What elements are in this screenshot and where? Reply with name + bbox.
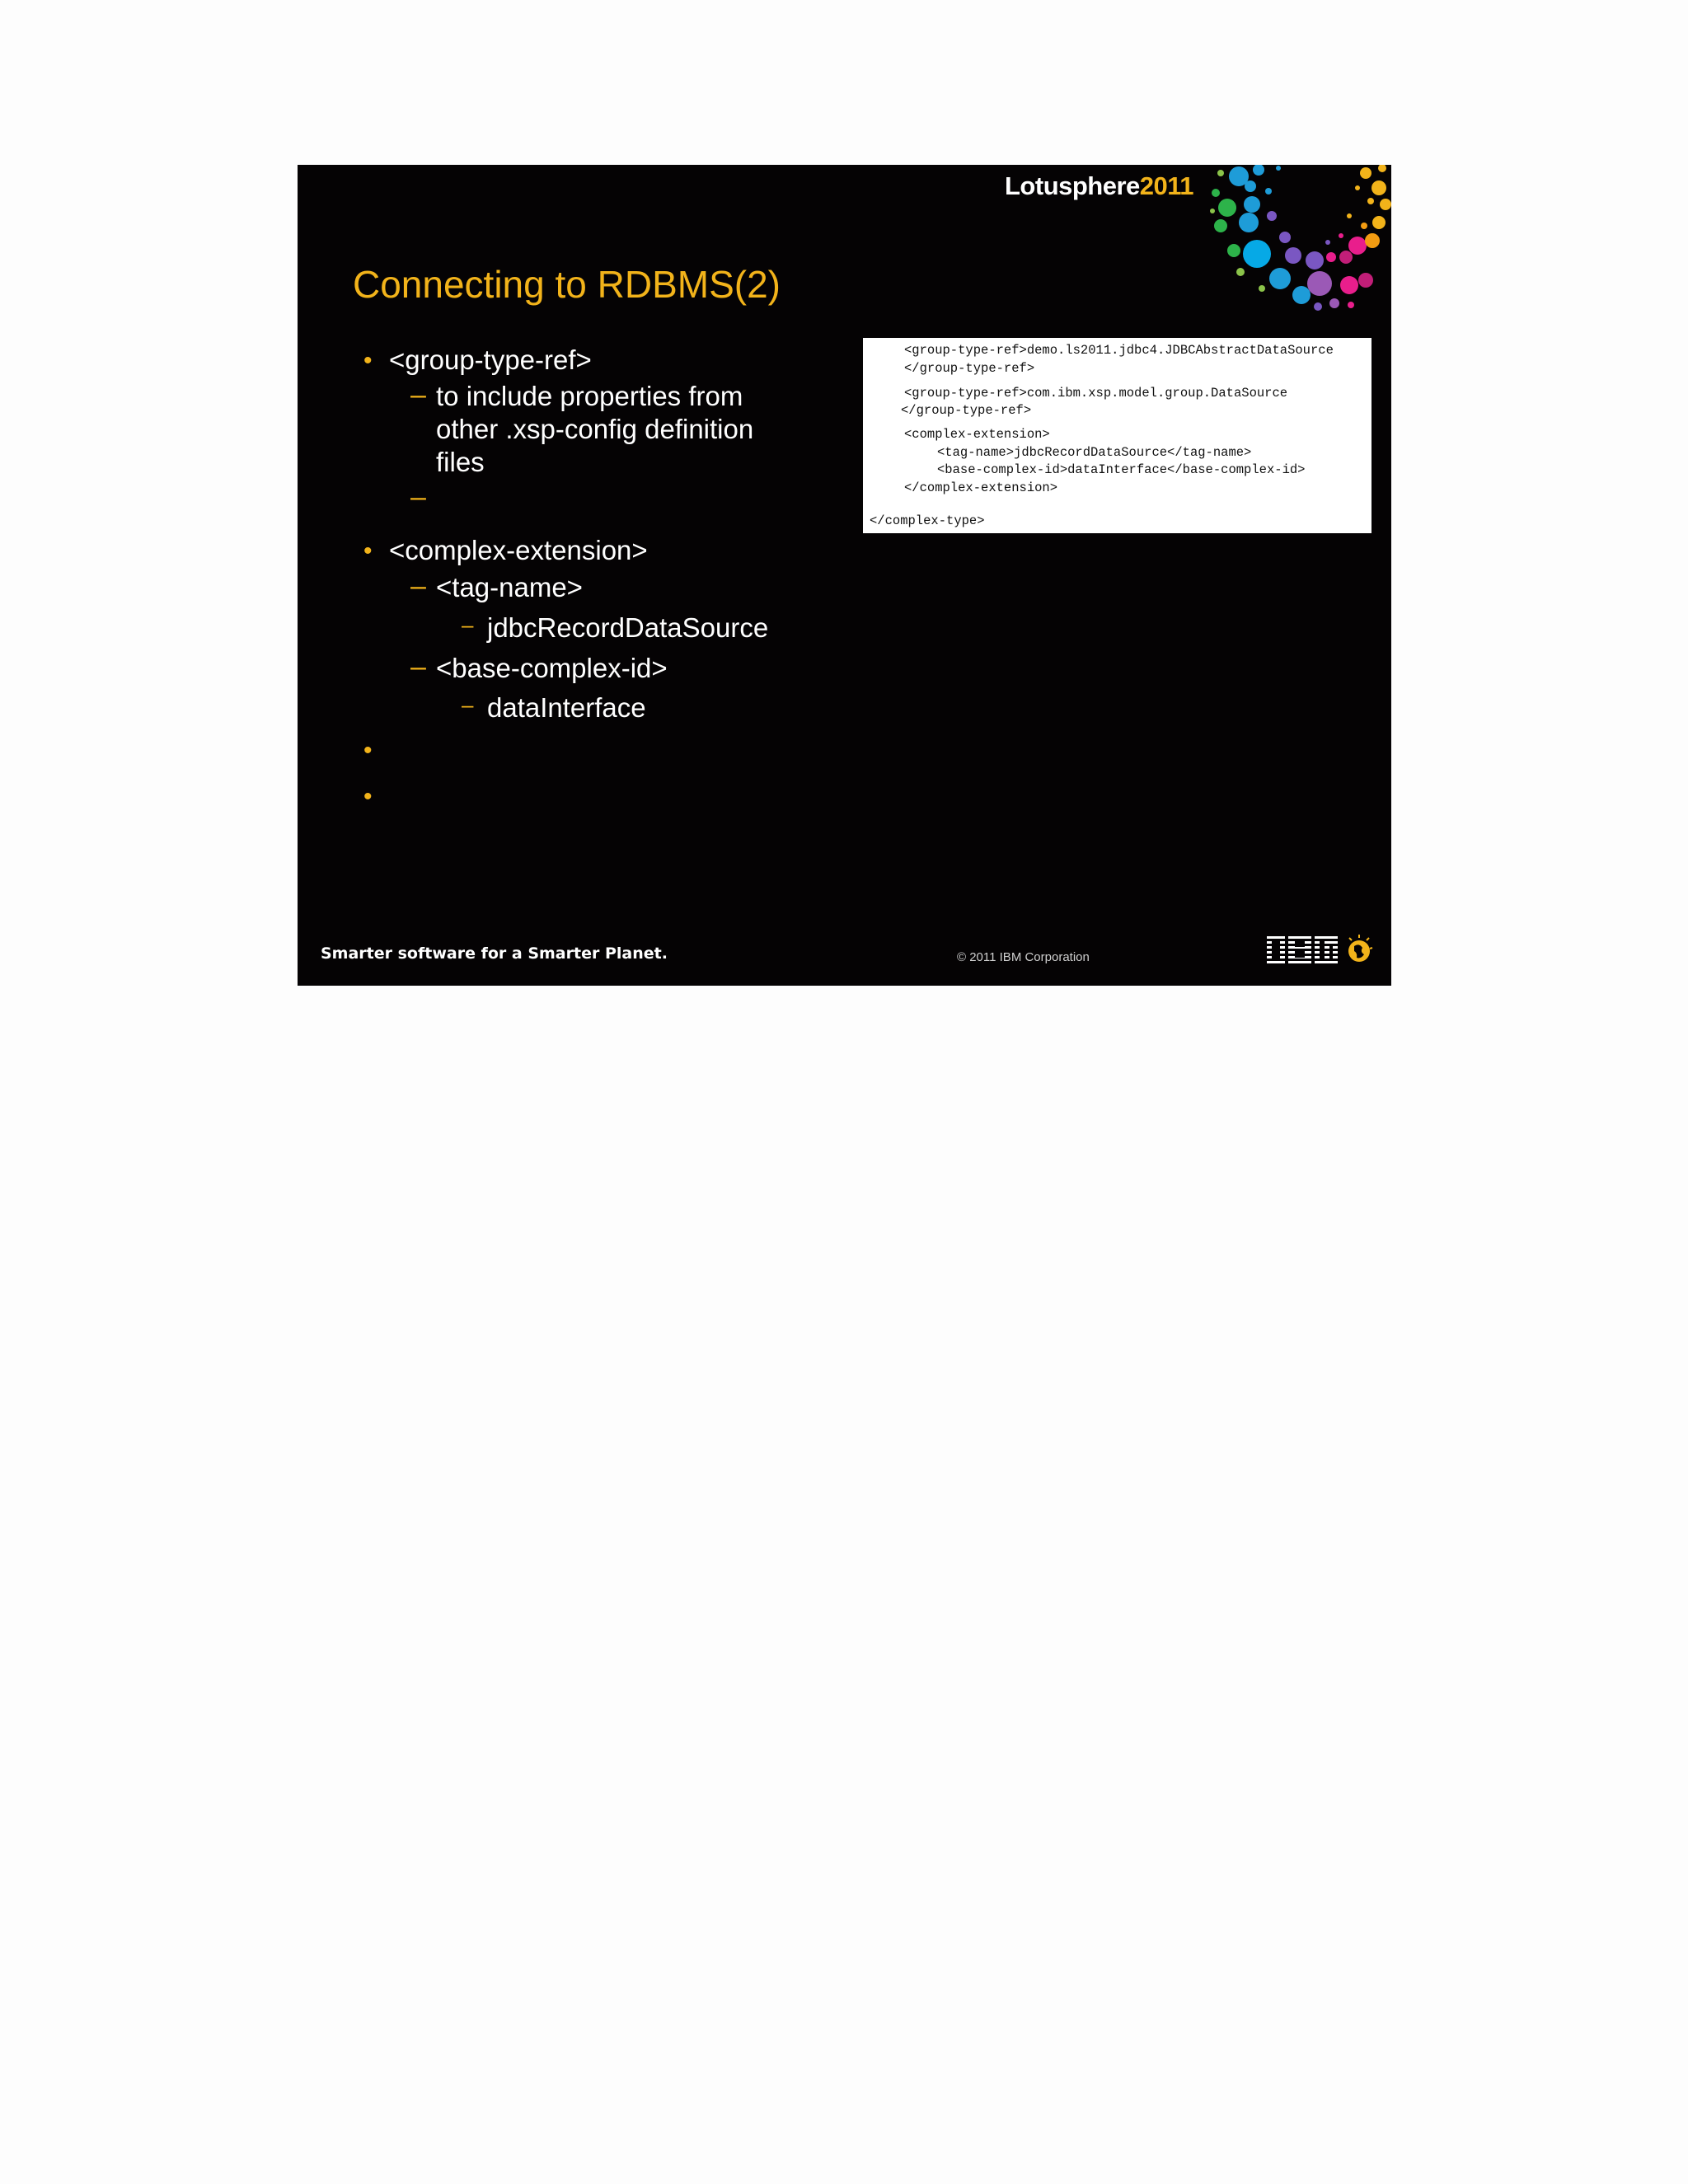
outline-item: <complex-extension> [389, 535, 648, 565]
code-line: </group-type-ref> [901, 403, 1032, 418]
code-line: </complex-type> [870, 513, 985, 528]
lotusphere-logo [1005, 171, 1193, 201]
ibm-logo-text: IBM [1267, 969, 1268, 970]
code-line: <tag-name>jdbcRecordDataSource</tag-name> [937, 445, 1252, 460]
code-line: <group-type-ref>demo.ls2011.jdbc4.JDBCAbstractDataSource [904, 343, 1334, 358]
dash-icon: – [462, 612, 474, 637]
bullet-icon: • [363, 537, 373, 565]
footer-tagline: Smarter software for a Smarter Planet. [321, 944, 668, 963]
outline-subsubitem: jdbcRecordDataSource [487, 612, 769, 643]
bullet-icon: • [363, 737, 373, 764]
outline-subitem: <tag-name> [436, 572, 583, 602]
code-line: <base-complex-id>dataInterface</base-complex-id> [937, 462, 1306, 477]
dash-icon: – [410, 570, 426, 602]
outline-subitem-line: files [436, 447, 485, 477]
footer-copyright: © 2011 IBM Corporation [957, 950, 1090, 964]
slide-title: Connecting to RDBMS(2) [353, 263, 781, 306]
code-line: </group-type-ref> [904, 361, 1035, 376]
code-line: </complex-extension> [904, 480, 1058, 495]
code-snippet-panel [863, 338, 1372, 533]
outline-subsubitem: dataInterface [487, 692, 646, 723]
dash-icon: – [410, 481, 426, 513]
bullet-icon: • [363, 783, 373, 810]
ibm-logo [1267, 933, 1374, 970]
brand-name: Lotusphere [1005, 171, 1140, 200]
code-line: <group-type-ref>com.ibm.xsp.model.group.DataSource [904, 386, 1288, 401]
dash-icon: – [410, 651, 426, 682]
outline-item: <group-type-ref> [389, 344, 592, 375]
bullet-icon: • [363, 347, 373, 374]
dash-icon: – [410, 379, 426, 410]
code-line: <complex-extension> [904, 427, 1050, 442]
slide [298, 165, 1391, 986]
decorative-dots-graphic [1196, 165, 1391, 313]
dash-icon: – [462, 692, 474, 717]
outline-subitem: <base-complex-id> [436, 653, 668, 683]
brand-year: 2011 [1139, 171, 1194, 200]
outline-subitem-line: to include properties from [436, 381, 743, 411]
outline-subitem-line: other .xsp-config definition [436, 414, 754, 444]
